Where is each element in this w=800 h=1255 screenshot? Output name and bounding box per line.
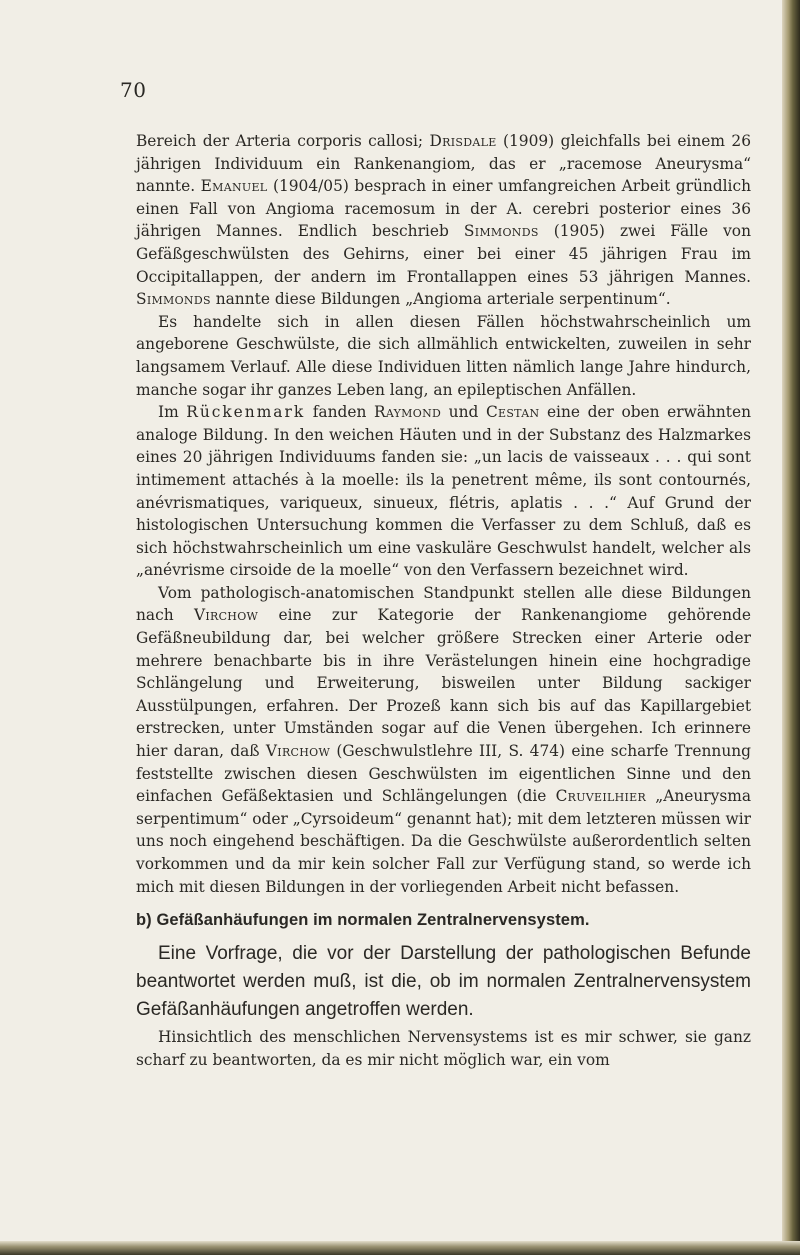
paragraph-2: Es handelte sich in allen diesen Fällen höchstwahrscheinlich um angeborene Geschwülste, die sich allmählich entwickelten, zuweilen in sehr langsamem Verlauf. Alle diese Individuen litten nämlich lange Jahre hindurch, manche sogar ihr ganzes Leben lang, an epileptischen Anfällen. (136, 312, 751, 399)
text-run: „Aneurysma serpentimum“ oder „Cyrsoideum“ genannt hat); mit dem letzteren müssen wir uns noch eingehend beschäftigen. Da die Geschwülste außerordentlich selten vorkommen und da mir kein solcher Fall zur Verfügung stand, so werde ich mich mit diesen Bildungen in der vorliegenden Arbeit nicht befassen. (136, 787, 751, 896)
text-run: (1904/05) besprach in einer umfangreichen Arbeit gründlich einen Fall von Angioma racemosum in der A. cerebri posterior eines 36 jährigen Mannes. Endlich beschrieb (136, 177, 751, 241)
author-name: Virchow (265, 742, 331, 761)
author-name: Emanuel (200, 177, 268, 196)
text-run: eine zur Kategorie der Rankenangiome gehörende Gefäßneubildung dar, bei welcher größere Strecken einer Arterie oder mehrere benachbarte bis in ihre Verästelungen hinein eine hochgradige Schlängelung und Erweiterung, bisweilen unter Bildung sackiger Ausstülpungen, erfahren. Der Prozeß kann sich bis auf das Kapillargebiet erstrecken, unter Umständen sogar auf die Venen übergehen. Ich erinnere hier daran, daß (136, 606, 751, 761)
text-run: eine der oben erwähnten analoge Bildung. In den weichen Häuten und in der Substanz des Halzmarkes eines 20 jährigen Individuums fanden sie: „un lacis de vaisseaux . . . qui sont intimement attachés à la moelle: ils la penetrent même, ils sont contournés, anévrismatiques, variqueux, sinueux, flétris, aplatis . . .“ Auf Grund der histologischen Untersuchung kommen die Verfasser zu dem Schluß, daß es sich höchstwahrscheinlich um eine vaskuläre Geschwulst handelt, welcher als „anévrisme cirsoide de la moelle“ von den Verfassern bezeichnet wird. (136, 403, 751, 580)
text-run: Im (158, 403, 187, 422)
author-name: Virchow (193, 606, 259, 625)
author-name: Drisdale (429, 132, 497, 150)
text-run: nannte diese Bildungen „Angioma arteriale serpentinum“. (210, 290, 671, 309)
page-bottom-shadow (0, 1241, 800, 1255)
author-name: Simmonds (463, 222, 539, 241)
text-run: (1909) gleichfalls bei einem 26 jährigen Individuum ein Rankenangiom, das er „racemose Aneurysma“ nannte. (136, 132, 751, 196)
paragraph-4 (136, 582, 751, 898)
author-name: Cestan (485, 403, 540, 422)
emphasized-term: Rückenmark (186, 403, 306, 422)
intro-paragraph: Eine Vorfrage, die vor der Darstellung der pathologischen Befunde beantwortet werden muß, ist die, ob im normalen Zentralnervensystem Gefäßanhäufungen angetroffen werden. (136, 943, 751, 1020)
paragraph-3 (136, 401, 751, 582)
page-edge-shadow (782, 0, 800, 1255)
text-run: fanden (305, 403, 374, 422)
author-name: Cruveilhier (555, 787, 647, 806)
section-intro (136, 940, 751, 1024)
closing-text (136, 1026, 751, 1071)
body-text (136, 130, 751, 898)
text-run: und (441, 403, 486, 422)
text-run: Vom pathologisch-anatomischen Standpunkt stellen alle diese Bildungen nach (136, 583, 751, 625)
author-name: Simmonds (136, 290, 211, 309)
text-run: (Geschwulstlehre III, S. 474) eine scharfe Trennung feststellte zwischen diesen Geschwülsten im eigentlichen Sinne und den einfachen Gefäßektasien und Schlängelungen (die (136, 742, 751, 806)
page-number: 70 (120, 78, 147, 102)
paragraph-1 (136, 130, 751, 311)
text-run: (1905) zwei Fälle von Gefäßgeschwülsten des Gehirns, einer bei einer 45 jährigen Frau im Occipitallappen, der andern im Frontallappen eines 53 jährigen Mannes. (136, 222, 751, 286)
author-name: Raymond (373, 403, 442, 422)
paragraph-5: Hinsichtlich des menschlichen Nervensystems ist es mir schwer, sie ganz scharf zu beantworten, da es mir nicht möglich war, ein vom (136, 1028, 751, 1069)
section-heading: b) Gefäßanhäufungen im normalen Zentralnervensystem. (136, 911, 590, 929)
text-run: Bereich der Arteria corporis callosi; (136, 132, 430, 150)
